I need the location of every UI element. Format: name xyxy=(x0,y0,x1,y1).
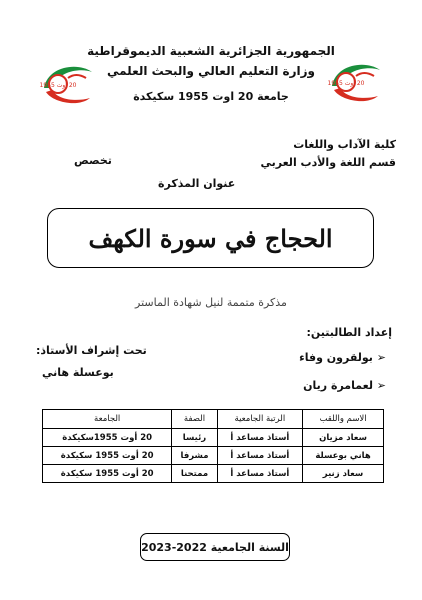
table-cell: 20 أوت 1955 سكيكدة xyxy=(43,465,172,483)
table-cell: رئيسا xyxy=(172,429,217,447)
jury-table xyxy=(42,409,384,483)
table-cell: هاني بوعسلة xyxy=(303,447,384,465)
memo-title-label: عنوان المذكرة xyxy=(158,177,236,190)
table-row xyxy=(43,429,384,447)
ministry-heading: وزارة التعليم العالي والبحث العلمي xyxy=(106,64,316,78)
table-cell: أستاذ مساعد أ xyxy=(217,429,302,447)
column-header: الجامعة xyxy=(43,410,172,429)
table-cell: مشرفا xyxy=(172,447,217,465)
table-cell: أستاذ مساعد أ xyxy=(217,447,302,465)
title-box xyxy=(47,208,374,268)
table-cell: 20 أوت 1955 سكيكدة xyxy=(43,447,172,465)
table-row xyxy=(43,447,384,465)
university-heading: جامعة 20 اوت 1955 سكيكدة xyxy=(133,90,289,103)
column-header: الرتبة الجامعية xyxy=(217,410,302,429)
svg-text:20 أوت 1955: 20 أوت 1955 xyxy=(327,80,365,87)
column-header: الصفة xyxy=(172,410,217,429)
supervisor-heading: تحت إشراف الأستاذ: xyxy=(36,344,147,357)
table-header-row xyxy=(43,410,384,429)
table-row xyxy=(43,465,384,483)
table-cell: أستاذ مساعد أ xyxy=(217,465,302,483)
table-cell: ممتحنا xyxy=(172,465,217,483)
student-name: ➢ لعمامرة ريان xyxy=(303,379,386,392)
academic-year-box xyxy=(140,533,290,561)
republic-heading: الجمهورية الجزائرية الشعبية الديموقراطية xyxy=(87,44,335,58)
students-heading: إعداد الطالبتين: xyxy=(306,326,392,339)
svg-text:20 أوت 1955: 20 أوت 1955 xyxy=(39,82,77,89)
table-cell: سعاد مزيان xyxy=(303,429,384,447)
academic-year: السنة الجامعية 2022-2023 xyxy=(141,540,289,554)
memo-title: الحجاج في سورة الكهف xyxy=(88,223,333,253)
faculty-label: كلية الآداب واللغات xyxy=(293,138,396,151)
table-cell: 20 أوت 1955سكيكدة xyxy=(43,429,172,447)
column-header: الاسم واللقب xyxy=(303,410,384,429)
thesis-note: مذكرة متممة لنيل شهادة الماستر xyxy=(135,296,287,309)
student-name: ➢ بولقرون وفاء xyxy=(299,351,386,364)
table-cell: سعاد زنير xyxy=(303,465,384,483)
specialty-label: تخصص xyxy=(74,154,112,167)
supervisor-name: بوعسلة هاني xyxy=(42,366,114,379)
department-label: قسم اللغة والأدب العربي xyxy=(260,156,396,169)
